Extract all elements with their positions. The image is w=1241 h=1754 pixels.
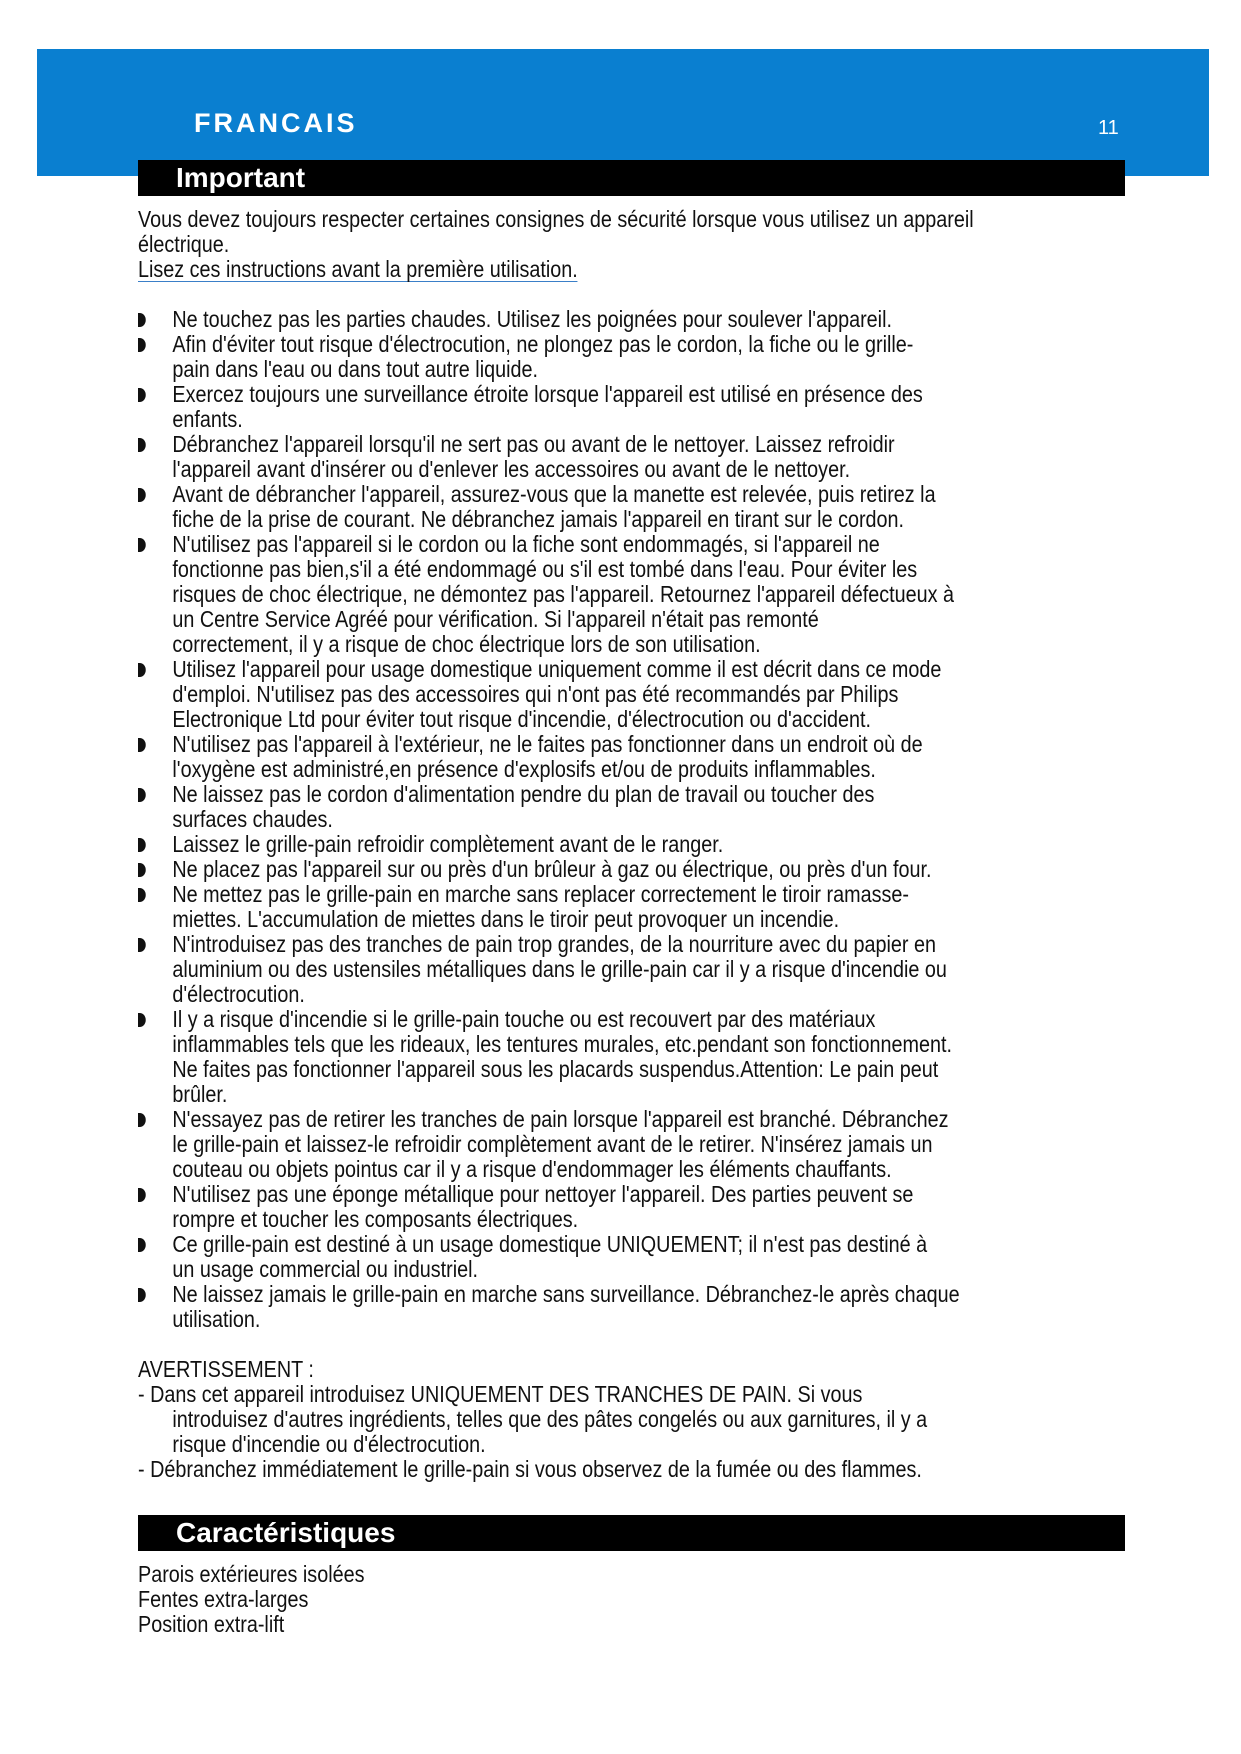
safety-item [138, 782, 998, 832]
bullet-icon [138, 538, 146, 552]
intro-line: Vous devez toujours respecter certaines consignes de sécurité lorsque vous utilisez un appareil [138, 206, 974, 232]
bullet-icon [138, 1188, 146, 1202]
safety-item-line: Il y a risque d'incendie si le grille-pain touche ou est recouvert par des matériaux [172, 1006, 876, 1032]
bullet-icon [138, 1238, 146, 1252]
safety-item [138, 1182, 998, 1232]
bullet-icon [138, 863, 146, 877]
safety-item-line: aluminium ou des ustensiles métalliques dans le grille-pain car il y a risque d'incendie ou [172, 956, 947, 982]
safety-item-line: Débranchez l'appareil lorsqu'il ne sert pas ou avant de le nettoyer. Laissez refroidir [172, 431, 895, 457]
feature-item: Fentes extra-larges [138, 1586, 309, 1612]
bullet-icon [138, 438, 146, 452]
safety-item-line: Ne laissez pas le cordon d'alimentation pendre du plan de travail ou toucher des [172, 781, 875, 807]
read-first-note: Lisez ces instructions avant la première utilisation. [138, 256, 578, 282]
safety-item-line: correctement, il y a risque de choc électrique lors de son utilisation. [172, 631, 761, 657]
warning-item [138, 1457, 998, 1482]
safety-item-line: un Centre Service Agréé pour vérification. Si l'appareil n'était pas remonté [172, 606, 819, 632]
safety-item-line: l'appareil avant d'insérer ou d'enlever les accessoires ou avant de le nettoyer. [172, 456, 851, 482]
safety-item [138, 1107, 998, 1182]
safety-item-line: N'utilisez pas une éponge métallique pour nettoyer l'appareil. Des parties peuvent se [172, 1181, 914, 1207]
safety-item-line: couteau ou objets pointus car il y a risque d'endommager les éléments chauffants. [172, 1156, 892, 1182]
safety-item-line: miettes. L'accumulation de miettes dans le tiroir peut provoquer un incendie. [172, 906, 840, 932]
bullet-icon [138, 938, 146, 952]
bullet-icon [138, 313, 146, 327]
safety-item-line: N'introduisez pas des tranches de pain trop grandes, de la nourriture avec du papier en [172, 931, 936, 957]
safety-item [138, 482, 998, 532]
safety-item-line: d'électrocution. [172, 981, 305, 1007]
bullet-icon [138, 1113, 146, 1127]
bullet-icon [138, 738, 146, 752]
safety-item-line: Ne touchez pas les parties chaudes. Utilisez les poignées pour soulever l'appareil. [172, 306, 892, 332]
safety-item [138, 832, 998, 857]
page-number: 11 [1098, 117, 1119, 139]
bullet-icon [138, 888, 146, 902]
safety-list [138, 307, 998, 1332]
feature-item: Position extra-lift [138, 1611, 285, 1637]
safety-item [138, 732, 998, 782]
safety-list-container [138, 307, 998, 1332]
safety-item-line: N'utilisez pas l'appareil à l'extérieur, ne le faites pas fonctionner dans un endroit où de [172, 731, 923, 757]
safety-item [138, 1232, 998, 1282]
safety-item-line: surfaces chaudes. [172, 806, 333, 832]
feature-item: Parois extérieures isolées [138, 1561, 365, 1587]
safety-item [138, 857, 998, 882]
safety-item-line: N'utilisez pas l'appareil si le cordon ou la fiche sont endommagés, si l'appareil ne [172, 531, 880, 557]
warning-item-line: introduisez d'autres ingrédients, telles que des pâtes congelés ou aux garnitures, il y a [172, 1406, 928, 1432]
safety-item [138, 1282, 998, 1332]
safety-item [138, 432, 998, 482]
safety-item-line: fiche de la prise de courant. Ne débranchez jamais l'appareil en tirant sur le cordon. [172, 506, 905, 532]
warning-title: AVERTISSEMENT : [138, 1356, 314, 1382]
safety-item [138, 382, 998, 432]
warning-item-line: risque d'incendie ou d'électrocution. [172, 1431, 486, 1457]
safety-item-line: un usage commercial ou industriel. [172, 1256, 479, 1282]
safety-item [138, 657, 998, 732]
safety-item-line: Avant de débrancher l'appareil, assurez-vous que la manette est relevée, puis retirez la [172, 481, 936, 507]
intro-line: électrique. [138, 231, 230, 257]
safety-item-line: N'essayez pas de retirer les tranches de pain lorsque l'appareil est branché. Débranchez [172, 1106, 949, 1132]
warning-list [138, 1382, 998, 1482]
bullet-icon [138, 838, 146, 852]
bullet-icon [138, 1013, 146, 1027]
safety-item-line: Ce grille-pain est destiné à un usage domestique UNIQUEMENT; il n'est pas destiné à [172, 1231, 928, 1257]
safety-item-line: rompre et toucher les composants électriques. [172, 1206, 579, 1232]
warning-item [138, 1382, 998, 1457]
safety-item-line: d'emploi. N'utilisez pas des accessoires qui n'ont pas été recommandés par Philips [172, 681, 899, 707]
safety-item-line: utilisation. [172, 1306, 261, 1332]
safety-item-line: brûler. [172, 1081, 228, 1107]
safety-item-line: Ne laissez jamais le grille-pain en marche sans surveillance. Débranchez-le après chaque [172, 1281, 960, 1307]
safety-item [138, 882, 998, 932]
section-title-important: Important [138, 160, 1125, 196]
safety-item [138, 332, 998, 382]
safety-item-line: enfants. [172, 406, 243, 432]
safety-item [138, 932, 998, 1007]
safety-item-line: fonctionne pas bien,s'il a été endommagé ou s'il est tombé dans l'eau. Pour éviter les [172, 556, 918, 582]
safety-item-line: pain dans l'eau ou dans tout autre liquide. [172, 356, 538, 382]
safety-item-line: Ne faites pas fonctionner l'appareil sous les placards suspendus.Attention: Le pain peut [172, 1056, 939, 1082]
safety-item-line: Afin d'éviter tout risque d'électrocution, ne plongez pas le cordon, la fiche ou le grille- [172, 331, 914, 357]
bullet-icon [138, 388, 146, 402]
bullet-icon [138, 1288, 146, 1302]
safety-item [138, 532, 998, 657]
safety-item-line: Electronique Ltd pour éviter tout risque d'incendie, d'électrocution ou d'accident. [172, 706, 871, 732]
safety-item-line: Ne mettez pas le grille-pain en marche sans replacer correctement le tiroir ramasse- [172, 881, 909, 907]
bullet-icon [138, 788, 146, 802]
warning-item-line: - Débranchez immédiatement le grille-pain si vous observez de la fumée ou des flammes. [138, 1456, 922, 1482]
bullet-icon [138, 663, 146, 677]
bullet-icon [138, 488, 146, 502]
section-title-features: Caractéristiques [138, 1515, 1125, 1551]
safety-item-line: le grille-pain et laissez-le refroidir complètement avant de le retirer. N'insérez jamais un [172, 1131, 933, 1157]
safety-item-line: Exercez toujours une surveillance étroite lorsque l'appareil est utilisé en présence des [172, 381, 923, 407]
safety-item-line: l'oxygène est administré,en présence d'explosifs et/ou de produits inflammables. [172, 756, 876, 782]
safety-item-line: risques de choc électrique, ne démontez pas l'appareil. Retournez l'appareil défectueux à [172, 581, 955, 607]
safety-item-line: Ne placez pas l'appareil sur ou près d'un brûleur à gaz ou électrique, ou près d'un four. [172, 856, 932, 882]
warning-block [138, 1357, 998, 1482]
warning-item-line: - Dans cet appareil introduisez UNIQUEMENT DES TRANCHES DE PAIN. Si vous [138, 1381, 863, 1407]
safety-item-line: Utilisez l'appareil pour usage domestique uniquement comme il est décrit dans ce mode [172, 656, 942, 682]
safety-item-line: Laissez le grille-pain refroidir complètement avant de le ranger. [172, 831, 724, 857]
language-label: FRANCAIS [194, 108, 358, 138]
intro-block [138, 207, 998, 282]
features-list [138, 1562, 998, 1637]
bullet-icon [138, 338, 146, 352]
safety-item-line: inflammables tels que les rideaux, les tentures murales, etc.pendant son fonctionnement. [172, 1031, 952, 1057]
safety-item [138, 307, 998, 332]
safety-item [138, 1007, 998, 1107]
